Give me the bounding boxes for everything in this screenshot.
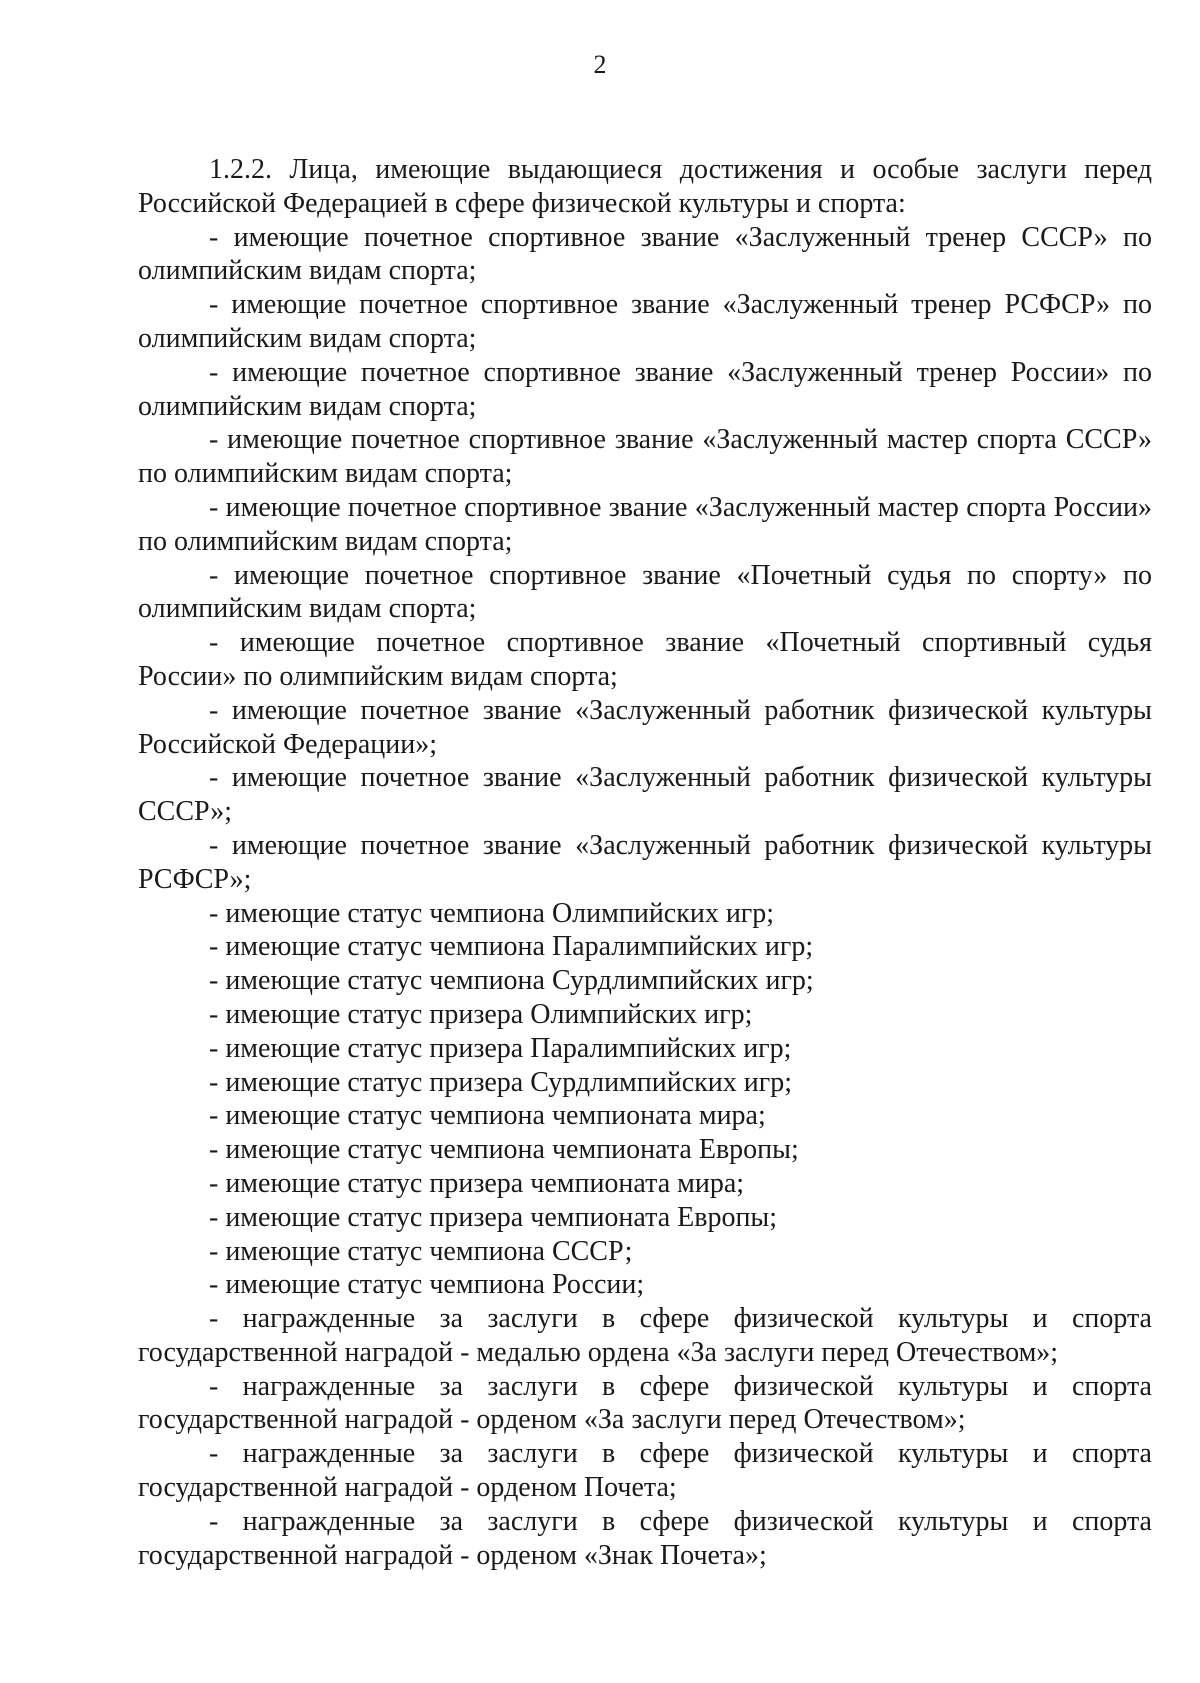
list-item: - награжденные за заслуги в сфере физической культуры и спорта государственной наградой - медалью ордена «За заслуги перед Отечеством»; [138, 1303, 1152, 1368]
list-item: - имеющие статус чемпиона СССР; [209, 1235, 633, 1267]
list-item: - имеющие статус призера чемпионата Европы; [209, 1201, 778, 1233]
list-item: - награжденные за заслуги в сфере физической культуры и спорта государственной наградой - орденом «За заслуги перед Отечеством»; [138, 1370, 1152, 1436]
list-item: - имеющие статус чемпиона чемпионата Европы; [209, 1134, 799, 1166]
list-item: - награжденные за заслуги в сфере физической культуры и спорта государственной наградой - орденом «Знак Почета»; [138, 1505, 1152, 1571]
list-item: - имеющие почетное звание «Заслуженный работник физической культуры РСФСР»; [138, 829, 1152, 895]
list-item: - имеющие статус чемпиона чемпионата мира; [209, 1100, 766, 1132]
list-item: - имеющие почетное спортивное звание «Заслуженный тренер РСФСР» по олимпийским видам спорта; [138, 289, 1152, 354]
list-item: - имеющие статус чемпиона Сурдлимпийских игр; [209, 965, 814, 997]
list-item: - имеющие почетное спортивное звание «Заслуженный тренер СССР» по олимпийским видам спорта; [138, 221, 1152, 287]
list-item: - имеющие статус чемпиона России; [209, 1269, 645, 1301]
list-item: - имеющие почетное звание «Заслуженный работник физической культуры СССР»; [138, 762, 1152, 828]
list-item: - имеющие почетное спортивное звание «Почетный спортивный судья России» по олимпийским видам спорта; [138, 627, 1152, 692]
list-item: - имеющие статус призера Сурдлимпийских игр; [209, 1066, 792, 1098]
list-item: - имеющие почетное спортивное звание «Заслуженный тренер России» по олимпийским видам спорта; [138, 356, 1152, 422]
list-item: - имеющие статус призера Олимпийских игр; [209, 998, 753, 1030]
list-item: - имеющие статус чемпиона Паралимпийских игр; [209, 931, 814, 963]
list-item: - имеющие почетное звание «Заслуженный работник физической культуры Российской Федерации»; [138, 694, 1152, 760]
list-item: - имеющие почетное спортивное звание «Почетный судья по спорту» по олимпийским видам спорта; [138, 559, 1152, 625]
list-item: - имеющие статус призера чемпионата мира; [209, 1167, 745, 1199]
list-item: - имеющие почетное спортивное звание «Заслуженный мастер спорта СССР» по олимпийским видам спорта; [138, 424, 1152, 490]
list-item: - имеющие почетное спортивное звание «Заслуженный мастер спорта России» по олимпийским видам спорта; [138, 491, 1152, 557]
list-item: - имеющие статус чемпиона Олимпийских игр; [209, 897, 775, 929]
section-intro: 1.2.2. Лица, имеющие выдающиеся достижения и особые заслуги перед Российской Федерацией в сфере физической культуры и спорта: [138, 154, 1152, 219]
list-item: - награжденные за заслуги в сфере физической культуры и спорта государственной наградой - орденом Почета; [138, 1438, 1152, 1504]
document-body [138, 153, 1152, 1572]
list-item: - имеющие статус призера Паралимпийских игр; [209, 1032, 792, 1064]
page-number: 2 [593, 50, 607, 79]
